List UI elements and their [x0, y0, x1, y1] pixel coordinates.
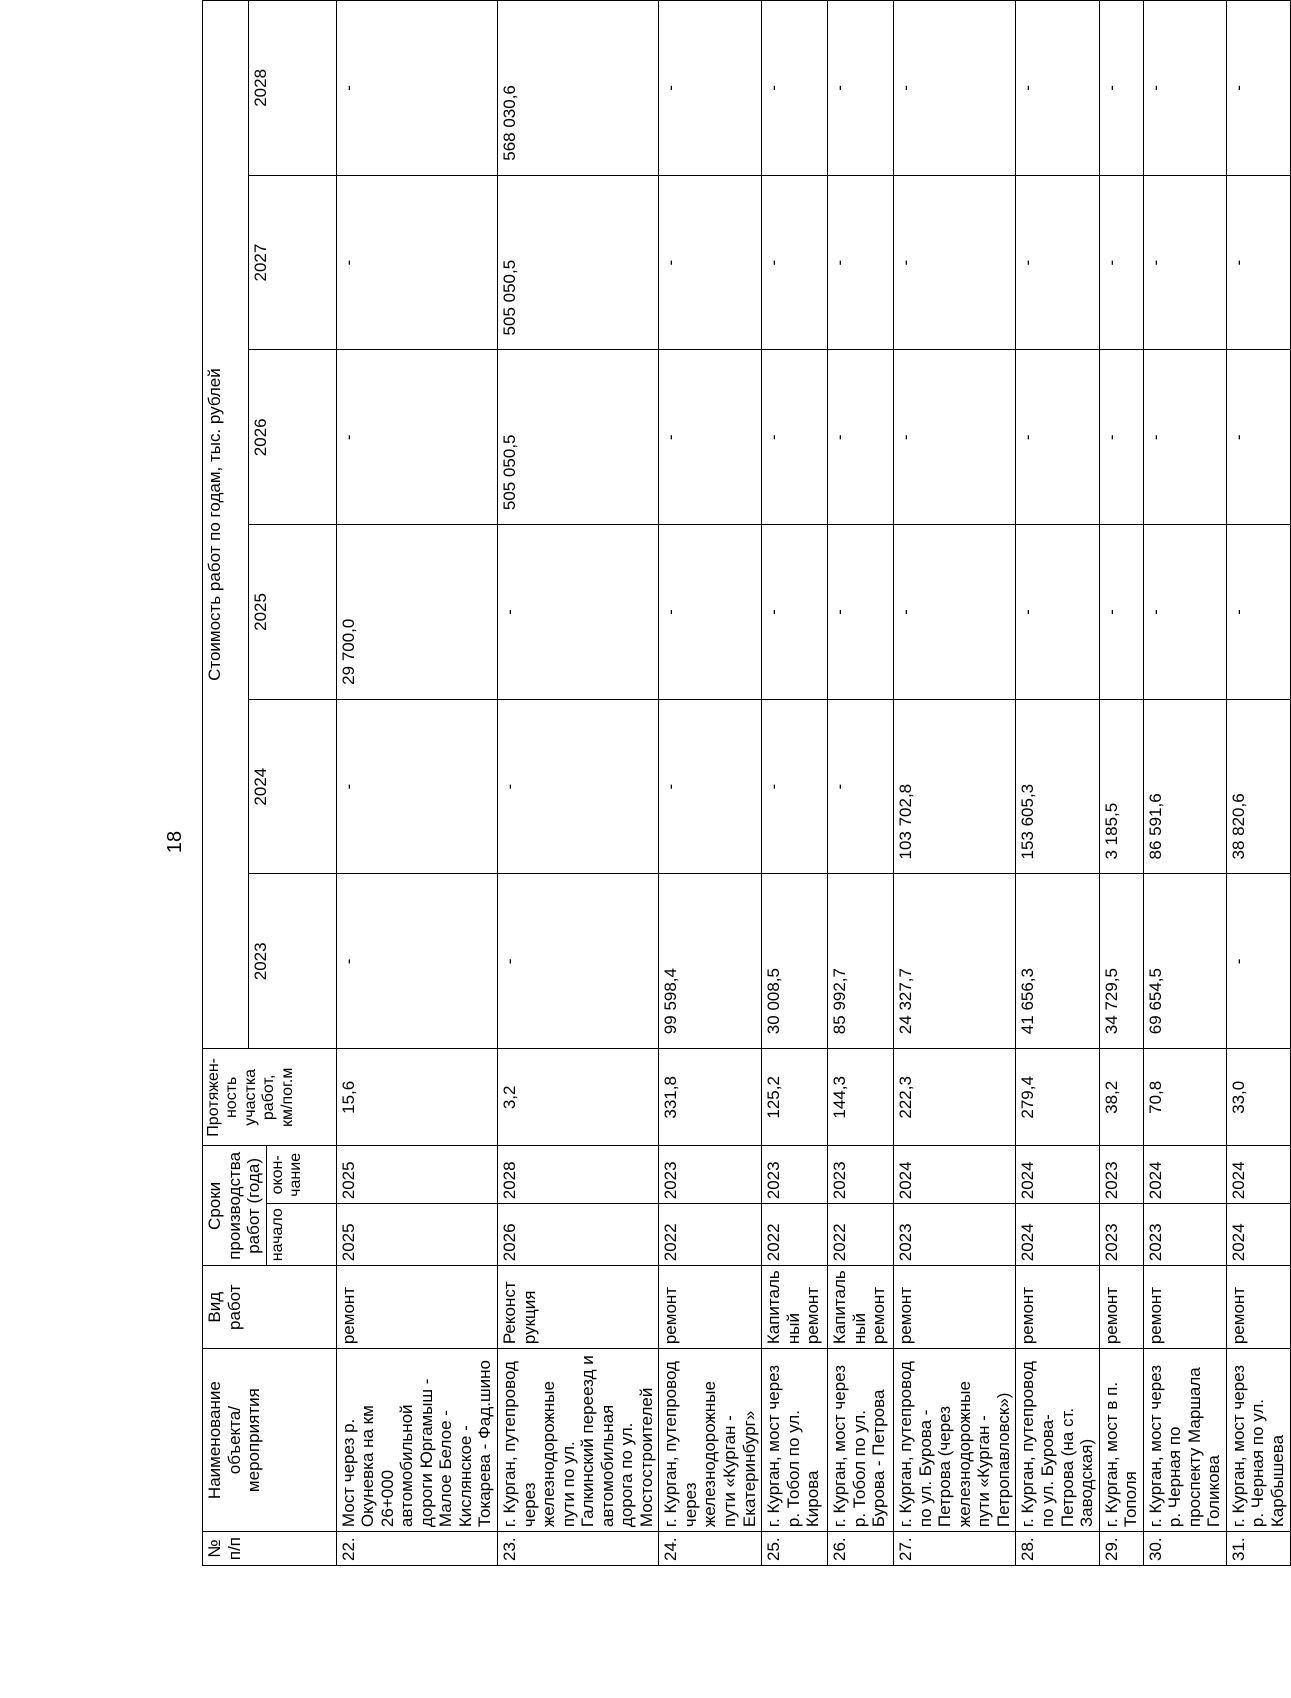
cost-2027: -: [762, 175, 828, 350]
row-number: 31.: [1226, 1532, 1290, 1566]
work-type: ремонт: [1143, 1266, 1226, 1349]
object-name: г. Курган, мост через р. Тобол по ул. Кирова: [762, 1349, 828, 1532]
header-end: окон- чание: [266, 1146, 336, 1204]
section-length: 125,2: [762, 1049, 828, 1146]
cost-2023: -: [1226, 874, 1290, 1049]
cost-2023: -: [336, 874, 497, 1049]
cost-2024: -: [659, 699, 762, 874]
start-year: 2024: [1226, 1204, 1290, 1266]
header-length: Протяжен- ность участка работ, км/пог.м: [203, 1049, 337, 1146]
section-length: 70,8: [1143, 1049, 1226, 1146]
page-number: 18: [164, 830, 186, 854]
header-year-2026: 2026: [249, 350, 337, 525]
cost-2027: -: [336, 175, 497, 350]
cost-2028: 568 030,6: [498, 1, 659, 176]
cost-2024: 103 702,8: [894, 699, 1016, 874]
cost-2028: -: [1016, 1, 1099, 176]
table-row: [498, 1, 659, 1566]
cost-2026: -: [1016, 350, 1099, 525]
cost-2027: -: [828, 175, 894, 350]
cost-2026: -: [1226, 350, 1290, 525]
table-row: [1226, 1, 1290, 1566]
work-type: ремонт: [1099, 1266, 1143, 1349]
object-name: г. Курган, путепровод через железнодорожные пути по ул. Галкинский переезд и автомобильная дорога по ул. Мостостроителей: [498, 1349, 659, 1532]
work-type: Капиталь ный ремонт: [828, 1266, 894, 1349]
object-name: г. Курган, мост через р. Черная по ул. Карбышева: [1226, 1349, 1290, 1532]
cost-2026: -: [1143, 350, 1226, 525]
end-year: 2023: [762, 1146, 828, 1204]
cost-2023: 69 654,5: [1143, 874, 1226, 1049]
header-work-type: Вид работ: [203, 1266, 337, 1349]
work-type: ремонт: [1226, 1266, 1290, 1349]
section-length: 279,4: [1016, 1049, 1099, 1146]
start-year: 2026: [498, 1204, 659, 1266]
table-row: [1099, 1, 1143, 1566]
section-length: 331,8: [659, 1049, 762, 1146]
cost-2028: -: [828, 1, 894, 176]
cost-2025: -: [762, 525, 828, 700]
cost-2027: -: [659, 175, 762, 350]
start-year: 2022: [762, 1204, 828, 1266]
cost-2028: -: [1143, 1, 1226, 176]
cost-2025: -: [894, 525, 1016, 700]
start-year: 2024: [1016, 1204, 1099, 1266]
cost-2024: 153 605,3: [1016, 699, 1099, 874]
cost-2024: 86 591,6: [1143, 699, 1226, 874]
object-name: Мост через р. Окуневка на км 26+000 автомобильной дороги Юргамыш - Малое Белое - Кислянское - Токарева - Фад.шино: [336, 1349, 497, 1532]
cost-2025: -: [659, 525, 762, 700]
start-year: 2022: [828, 1204, 894, 1266]
table-row: [1143, 1, 1226, 1566]
table-row: [762, 1, 828, 1566]
works-table: [202, 0, 1291, 1566]
header-year-2027: 2027: [249, 175, 337, 350]
cost-2023: 41 656,3: [1016, 874, 1099, 1049]
row-number: 29.: [1099, 1532, 1143, 1566]
start-year: 2022: [659, 1204, 762, 1266]
cost-2024: -: [762, 699, 828, 874]
section-length: 222,3: [894, 1049, 1016, 1146]
cost-2023: 99 598,4: [659, 874, 762, 1049]
table-row: [894, 1, 1016, 1566]
cost-2025: 29 700,0: [336, 525, 497, 700]
cost-2028: -: [1099, 1, 1143, 176]
cost-2027: -: [894, 175, 1016, 350]
cost-2025: -: [1016, 525, 1099, 700]
cost-2024: -: [336, 699, 497, 874]
cost-2024: -: [498, 699, 659, 874]
cost-2024: -: [828, 699, 894, 874]
end-year: 2024: [1016, 1146, 1099, 1204]
cost-2027: 505 050,5: [498, 175, 659, 350]
cost-2028: -: [762, 1, 828, 176]
table-row: [336, 1, 497, 1566]
cost-2023: -: [498, 874, 659, 1049]
header-start: начало: [266, 1204, 336, 1266]
row-number: 26.: [828, 1532, 894, 1566]
cost-2026: -: [659, 350, 762, 525]
cost-2028: -: [659, 1, 762, 176]
cost-2027: -: [1016, 175, 1099, 350]
section-length: 38,2: [1099, 1049, 1143, 1146]
row-number: 30.: [1143, 1532, 1226, 1566]
table-row: [1016, 1, 1099, 1566]
cost-2026: 505 050,5: [498, 350, 659, 525]
work-type: ремонт: [894, 1266, 1016, 1349]
start-year: 2023: [894, 1204, 1016, 1266]
object-name: г. Курган, путепровод по ул. Бурова - Петрова (через железнодорожные пути «Курган - Петропавловск»): [894, 1349, 1016, 1532]
header-year-2023: 2023: [249, 874, 337, 1049]
cost-2027: -: [1099, 175, 1143, 350]
row-number: 23.: [498, 1532, 659, 1566]
cost-2023: 34 729,5: [1099, 874, 1143, 1049]
start-year: 2023: [1143, 1204, 1226, 1266]
end-year: 2023: [828, 1146, 894, 1204]
end-year: 2024: [1143, 1146, 1226, 1204]
cost-2026: -: [894, 350, 1016, 525]
section-length: 144,3: [828, 1049, 894, 1146]
header-year-2024: 2024: [249, 699, 337, 874]
end-year: 2025: [336, 1146, 497, 1204]
row-number: 27.: [894, 1532, 1016, 1566]
row-number: 28.: [1016, 1532, 1099, 1566]
table-row: [659, 1, 762, 1566]
header-year-2025: 2025: [249, 525, 337, 700]
cost-2025: -: [828, 525, 894, 700]
cost-2025: -: [498, 525, 659, 700]
cost-2028: -: [894, 1, 1016, 176]
cost-2026: -: [1099, 350, 1143, 525]
row-number: 22.: [336, 1532, 497, 1566]
cost-2025: -: [1099, 525, 1143, 700]
cost-2024: 3 185,5: [1099, 699, 1143, 874]
object-name: г. Курган, мост через р. Тобол по ул. Бурова - Петрова: [828, 1349, 894, 1532]
section-length: 15,6: [336, 1049, 497, 1146]
cost-2026: -: [336, 350, 497, 525]
work-type: ремонт: [1016, 1266, 1099, 1349]
object-name: г. Курган, путепровод через железнодорожные пути «Курган - Екатеринбург»: [659, 1349, 762, 1532]
cost-2028: -: [1226, 1, 1290, 176]
work-type: Капиталь ный ремонт: [762, 1266, 828, 1349]
end-year: 2024: [1226, 1146, 1290, 1204]
cost-2023: 30 008,5: [762, 874, 828, 1049]
header-cost: Стоимость работ по годам, тыс. рублей: [203, 1, 249, 1049]
start-year: 2023: [1099, 1204, 1143, 1266]
end-year: 2023: [659, 1146, 762, 1204]
work-type: ремонт: [659, 1266, 762, 1349]
header-num: № п/п: [203, 1532, 337, 1566]
header-year-2028: 2028: [249, 1, 337, 176]
work-type: Реконст рукция: [498, 1266, 659, 1349]
header-name: Наименование объекта/ мероприятия: [203, 1349, 337, 1532]
cost-2024: 38 820,6: [1226, 699, 1290, 874]
cost-2023: 24 327,7: [894, 874, 1016, 1049]
cost-2023: 85 992,7: [828, 874, 894, 1049]
row-number: 24.: [659, 1532, 762, 1566]
header-terms: Сроки производства работ (года): [203, 1146, 267, 1266]
end-year: 2024: [894, 1146, 1016, 1204]
table-row: [828, 1, 894, 1566]
cost-2026: -: [828, 350, 894, 525]
end-year: 2023: [1099, 1146, 1143, 1204]
section-length: 33,0: [1226, 1049, 1290, 1146]
object-name: г. Курган, мост через р. Черная по проспекту Маршала Голикова: [1143, 1349, 1226, 1532]
object-name: г. Курган, мост в п. Тополя: [1099, 1349, 1143, 1532]
row-number: 25.: [762, 1532, 828, 1566]
object-name: г. Курган, путепровод по ул. Бурова-Петрова (на ст. Заводская): [1016, 1349, 1099, 1532]
cost-2027: -: [1226, 175, 1290, 350]
end-year: 2028: [498, 1146, 659, 1204]
cost-2025: -: [1226, 525, 1290, 700]
cost-2026: -: [762, 350, 828, 525]
cost-2025: -: [1143, 525, 1226, 700]
cost-2028: -: [336, 1, 497, 176]
start-year: 2025: [336, 1204, 497, 1266]
work-type: ремонт: [336, 1266, 497, 1349]
section-length: 3,2: [498, 1049, 659, 1146]
cost-2027: -: [1143, 175, 1226, 350]
